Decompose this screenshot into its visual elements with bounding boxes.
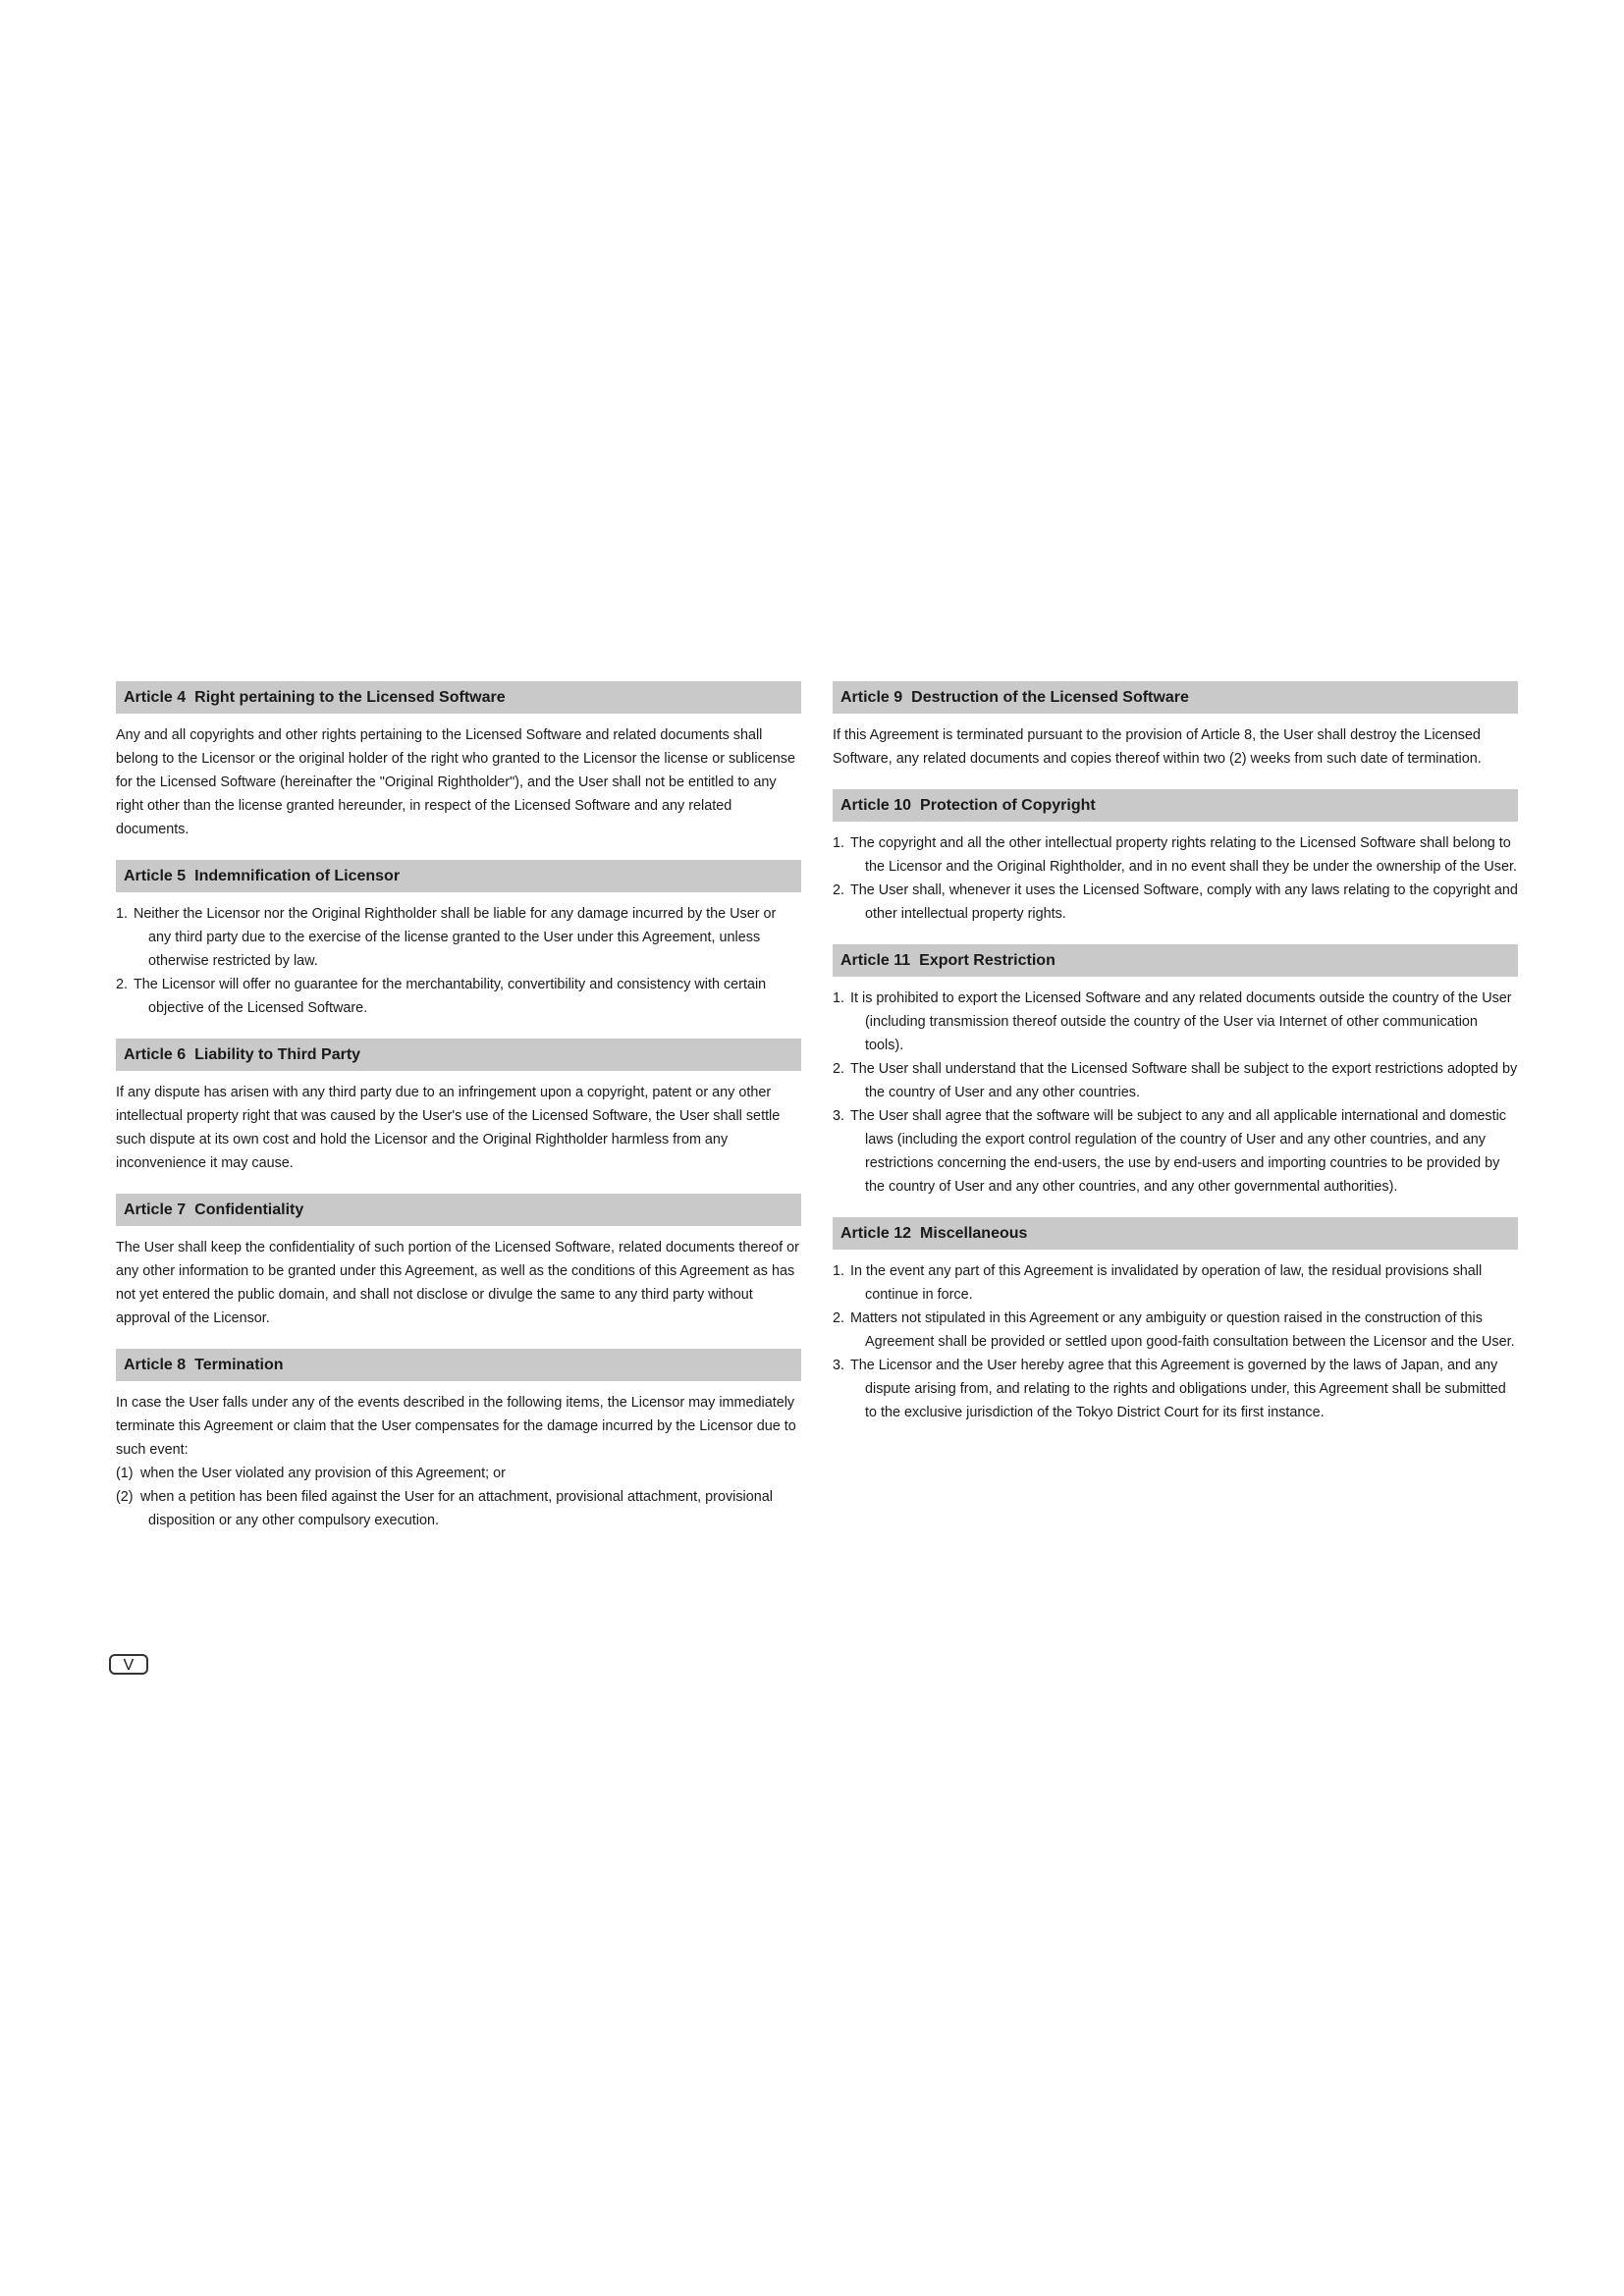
item-text-first: The User shall agree that the software will be subject to any and all applicable international and (850, 1108, 1446, 1124)
list-marker: 2. (116, 977, 129, 992)
list-item (833, 1104, 1518, 1199)
item-text-rest: certain objective of the Licensed Software. (148, 977, 767, 1016)
article-title: Indemnification of Licensor (194, 868, 401, 884)
article-number: Article 4 (124, 689, 187, 706)
article-title: Confidentiality (194, 1201, 304, 1218)
item-text-rest: this Agreement shall be provided or settled upon good-faith consultation between the Licensor and the User. (865, 1310, 1515, 1350)
item-text-rest: adopted by the country of User and any other countries. (865, 1061, 1518, 1100)
item-text-rest: shall continue in force. (865, 1263, 1483, 1303)
article-title: Export Restriction (919, 952, 1056, 969)
list-marker: 2. (833, 882, 845, 898)
item-text-first: The Licensor and the User hereby agree that this Agreement is governed by the laws of Japan, and (850, 1358, 1471, 1373)
list-marker: 1. (833, 990, 845, 1006)
article-8 (116, 1349, 801, 1532)
article-number: Article 11 (840, 952, 911, 969)
list-marker: 3. (833, 1108, 845, 1124)
article-number: Article 8 (124, 1357, 187, 1373)
article-header (833, 1217, 1518, 1250)
article-5 (116, 860, 801, 1020)
article-12 (833, 1217, 1518, 1424)
list-marker: 1. (116, 906, 129, 922)
list-marker: (2) (116, 1489, 134, 1505)
list-item (833, 987, 1518, 1057)
item-text-first: The User shall, whenever it uses the Licensed Software, comply with any laws relating to the (850, 882, 1430, 898)
list-item (833, 879, 1518, 926)
article-header (116, 681, 801, 714)
list-item (833, 1354, 1518, 1424)
item-text-rest: shall belong to the Licensor and the Original Rightholder, and in no event shall they be under the ownership of the User. (865, 835, 1517, 875)
article-number: Article 9 (840, 689, 903, 706)
list-item (116, 1462, 801, 1485)
article-title: Termination (194, 1357, 284, 1373)
list-marker: 1. (833, 1263, 845, 1279)
list-marker: 1. (833, 835, 845, 851)
left-column (116, 681, 801, 1551)
article-number: Article 10 (840, 797, 912, 814)
article-header (833, 944, 1518, 977)
page-number-badge: V (109, 1654, 148, 1675)
article-title: Right pertaining to the Licensed Software (194, 689, 506, 706)
right-column (833, 681, 1518, 1443)
list-marker: 2. (833, 1061, 845, 1077)
article-number: Article 5 (124, 868, 187, 884)
item-text-rest: of the User (including transmission thereof outside the country of the User via Internet of other communication tools). (865, 990, 1512, 1053)
article-number: Article 12 (840, 1225, 912, 1242)
article-title: Destruction of the Licensed Software (911, 689, 1189, 706)
list-marker: (1) (116, 1466, 134, 1481)
list-item (116, 1485, 801, 1532)
article-body: The User shall keep the confidentiality of such portion of the Licensed Software, related documents thereof or any other information to be granted under this Agreement, as well as the conditions of this Agreement as has not yet entered the public domain, and shall not disclose or divulge the same to any third party without approval of the Licensor. (116, 1240, 799, 1326)
item-text-first: It is prohibited to export the Licensed Software and any related documents outside the country (850, 990, 1439, 1006)
item-text-rest: any dispute arising from, and relating to the rights and obligations under, this Agreement shall be submitted to the exclusive jurisdiction of the Tokyo District Court for its first instance. (865, 1358, 1506, 1420)
item-text-first: The Licensor will offer no guarantee for the merchantability, convertibility and consistency with (134, 977, 720, 992)
item-text-first: The User shall understand that the Licensed Software shall be subject to the export restrictions (850, 1061, 1443, 1077)
article-number: Article 6 (124, 1046, 187, 1063)
item-text-first: when the User violated any provision of this Agreement; or (140, 1466, 506, 1481)
article-number: Article 7 (124, 1201, 187, 1218)
list-item (833, 1259, 1518, 1307)
item-text-rest: copyright and other intellectual property rights. (865, 882, 1518, 922)
item-text-first: The copyright and all the other intellectual property rights relating to the Licensed Software (850, 835, 1416, 851)
article-title: Liability to Third Party (194, 1046, 361, 1063)
article-body: Any and all copyrights and other rights pertaining to the Licensed Software and related documents shall belong to the Licensor or the original holder of the right who granted to the Licensor the license or sublicense for the Licensed Software (hereinafter the "Original Rightholder"), and the User shall not be entitled to any right other than the license granted hereunder, in respect of the Licensed Software and any related documents. (116, 727, 795, 837)
item-text-first: In the event any part of this Agreement is invalidated by operation of law, the residual provisions (850, 1263, 1449, 1279)
list-item (833, 831, 1518, 879)
list-item (833, 1307, 1518, 1354)
article-body: If this Agreement is terminated pursuant to the provision of Article 8, the User shall destroy the Licensed Software, any related documents and copies thereof within two (2) weeks from such date of termination. (833, 727, 1482, 767)
list-marker: 2. (833, 1310, 845, 1326)
article-10 (833, 789, 1518, 926)
item-text-first: Neither the Licensor nor the Original Rightholder shall be liable for any damage incurred by the User (134, 906, 760, 922)
article-body: If any dispute has arisen with any third party due to an infringement upon a copyright, patent or any other intellectual property right that was caused by the User's use of the Licensed Software, the User shall settle such dispute at its own cost and hold the Licensor and the Original Rightholder harmless from any inconvenience it may cause. (116, 1085, 781, 1171)
article-header (116, 860, 801, 892)
article-6 (116, 1039, 801, 1175)
item-text-rest: or any third party due to the exercise of the license granted to the User under this Agreement, unless otherwise restricted by law. (148, 906, 777, 969)
article-body: In case the User falls under any of the events described in the following items, the Licensor may immediately terminate this Agreement or claim that the User compensates for the damage incurred by the Licensor due to such event: (116, 1395, 796, 1458)
article-7 (116, 1194, 801, 1330)
article-11 (833, 944, 1518, 1199)
article-header (116, 1349, 801, 1381)
item-text-rest: domestic laws (including the export control regulation of the country of User and any other countries, and any restrictions concerning the end-users, the use by end-users and importing countries to be provided by the country of User and any other countries, and any other governmental authorities). (865, 1108, 1506, 1195)
article-header (833, 789, 1518, 822)
article-title: Protection of Copyright (920, 797, 1096, 814)
list-marker: 3. (833, 1358, 845, 1373)
article-header (116, 1039, 801, 1071)
article-title: Miscellaneous (920, 1225, 1028, 1242)
article-header (116, 1194, 801, 1226)
article-9 (833, 681, 1518, 771)
article-4 (116, 681, 801, 841)
list-item (116, 973, 801, 1020)
item-text-first: when a petition has been filed against the User for an attachment, provisional attachment, (140, 1489, 702, 1505)
list-item (833, 1057, 1518, 1104)
article-header (833, 681, 1518, 714)
list-item (116, 902, 801, 973)
item-text-rest: provisional disposition or any other compulsory execution. (148, 1489, 773, 1528)
item-text-first: Matters not stipulated in this Agreement or any ambiguity or question raised in the construction of (850, 1310, 1457, 1326)
